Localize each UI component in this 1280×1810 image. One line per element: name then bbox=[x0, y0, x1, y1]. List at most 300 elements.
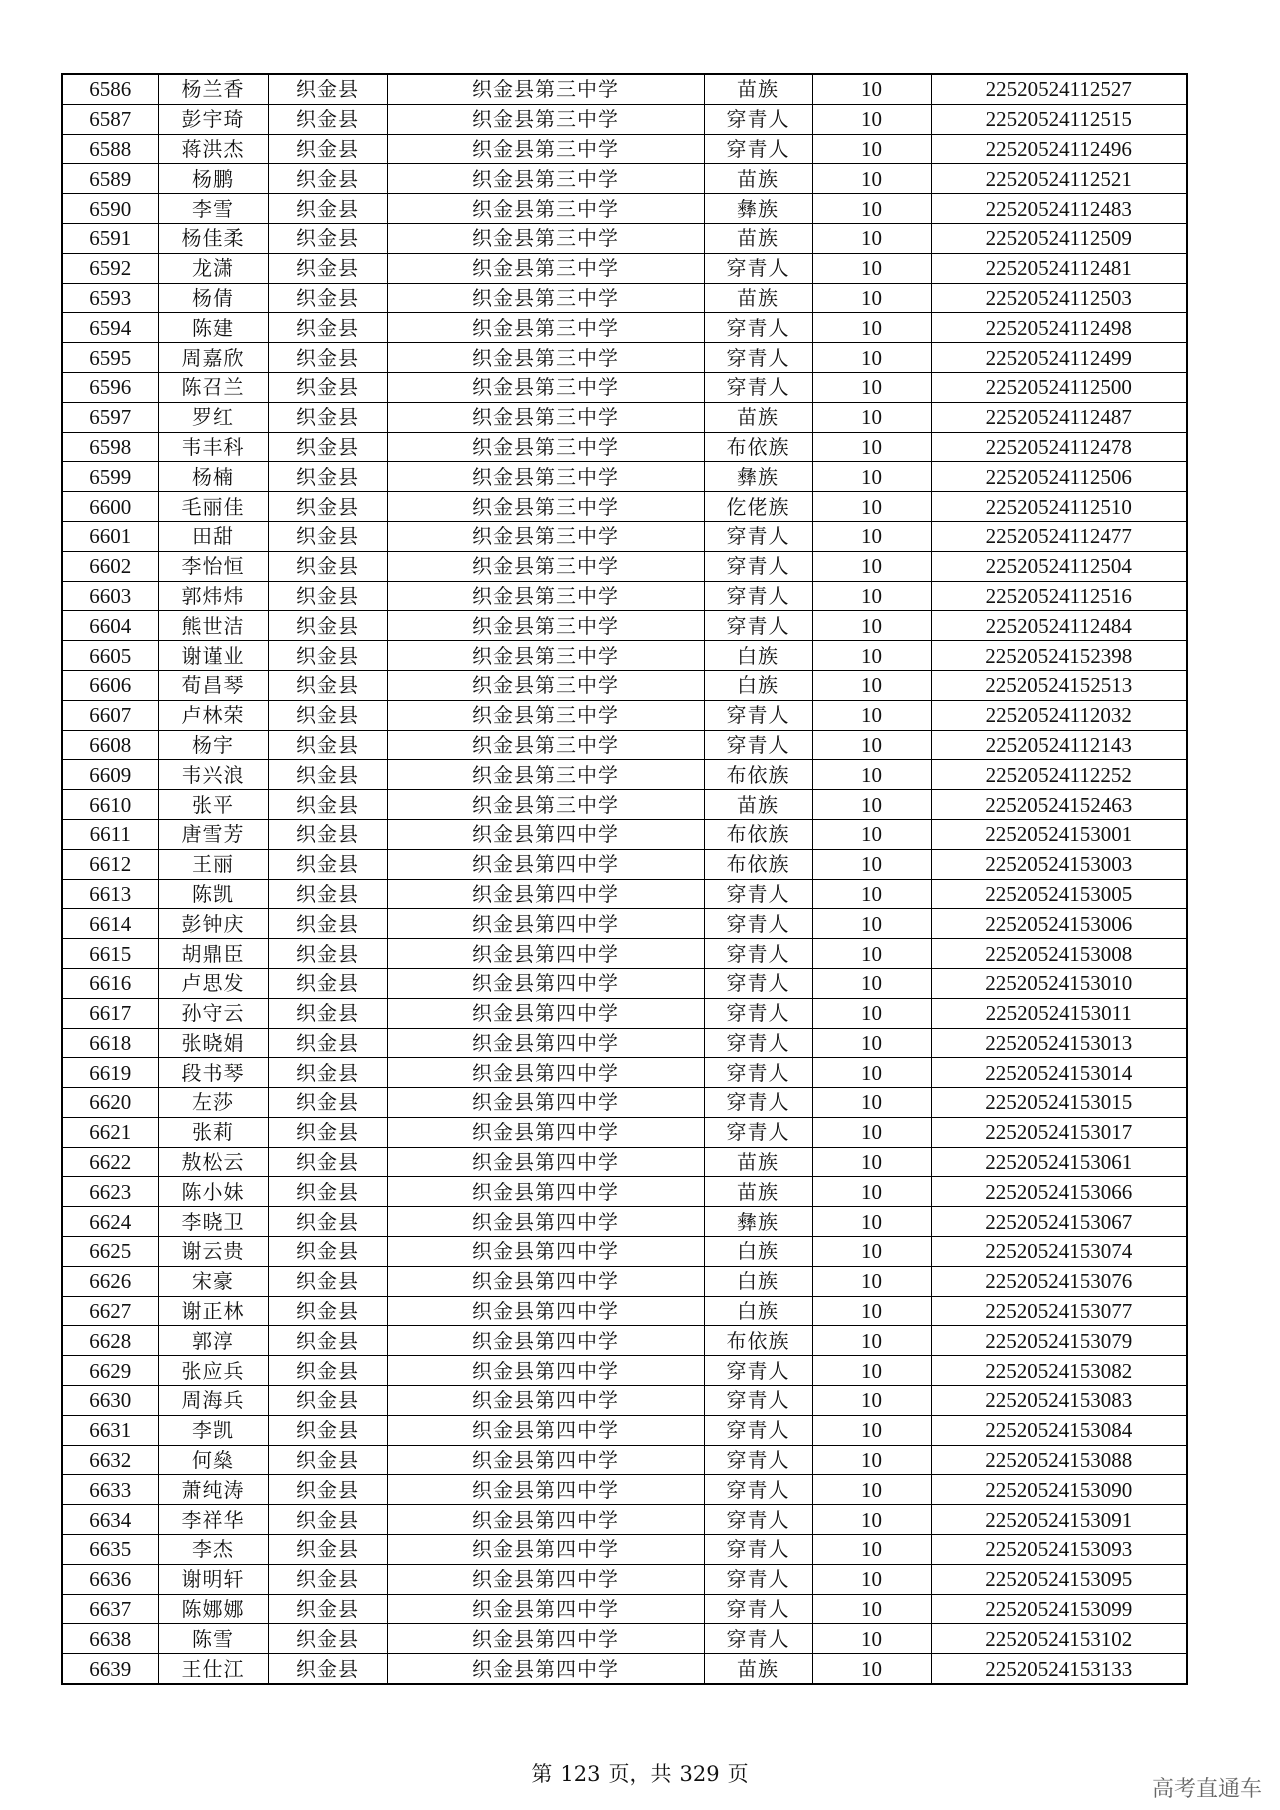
row-number-cell: 6591 bbox=[62, 223, 158, 253]
ethnicity-cell: 彝族 bbox=[704, 462, 812, 492]
school-cell: 织金县第四中学 bbox=[387, 1624, 704, 1654]
ethnicity-cell: 穿青人 bbox=[704, 372, 812, 402]
school-cell: 织金县第四中学 bbox=[387, 998, 704, 1028]
row-number-cell: 6607 bbox=[62, 700, 158, 730]
county-cell: 织金县 bbox=[268, 1415, 387, 1445]
student-name-cell: 荀昌琴 bbox=[158, 670, 268, 700]
score-cell: 10 bbox=[812, 670, 931, 700]
row-number-cell: 6631 bbox=[62, 1415, 158, 1445]
school-cell: 织金县第三中学 bbox=[387, 74, 704, 104]
table-row bbox=[62, 1237, 1187, 1267]
table-row bbox=[62, 1088, 1187, 1118]
row-number-cell: 6620 bbox=[62, 1088, 158, 1118]
table-body bbox=[62, 74, 1187, 1684]
score-cell: 10 bbox=[812, 164, 931, 194]
ethnicity-cell: 彝族 bbox=[704, 1207, 812, 1237]
student-id-cell: 22520524153005 bbox=[931, 879, 1187, 909]
student-name-cell: 郭炜炜 bbox=[158, 581, 268, 611]
school-cell: 织金县第三中学 bbox=[387, 253, 704, 283]
school-cell: 织金县第四中学 bbox=[387, 909, 704, 939]
table-row bbox=[62, 998, 1187, 1028]
ethnicity-cell: 穿青人 bbox=[704, 343, 812, 373]
county-cell: 织金县 bbox=[268, 1117, 387, 1147]
student-name-cell: 陈娜娜 bbox=[158, 1594, 268, 1624]
student-name-cell: 李怡恒 bbox=[158, 551, 268, 581]
table-row bbox=[62, 849, 1187, 879]
table-row bbox=[62, 1535, 1187, 1565]
score-cell: 10 bbox=[812, 1624, 931, 1654]
table-row bbox=[62, 968, 1187, 998]
student-id-cell: 22520524153066 bbox=[931, 1177, 1187, 1207]
county-cell: 织金县 bbox=[268, 670, 387, 700]
student-name-cell: 卢林荣 bbox=[158, 700, 268, 730]
school-cell: 织金县第四中学 bbox=[387, 1505, 704, 1535]
school-cell: 织金县第三中学 bbox=[387, 432, 704, 462]
ethnicity-cell: 白族 bbox=[704, 670, 812, 700]
row-number-cell: 6589 bbox=[62, 164, 158, 194]
student-name-cell: 陈凯 bbox=[158, 879, 268, 909]
score-cell: 10 bbox=[812, 879, 931, 909]
ethnicity-cell: 穿青人 bbox=[704, 879, 812, 909]
row-number-cell: 6596 bbox=[62, 372, 158, 402]
score-cell: 10 bbox=[812, 1654, 931, 1684]
school-cell: 织金县第四中学 bbox=[387, 968, 704, 998]
county-cell: 织金县 bbox=[268, 909, 387, 939]
row-number-cell: 6615 bbox=[62, 939, 158, 969]
row-number-cell: 6618 bbox=[62, 1028, 158, 1058]
row-number-cell: 6587 bbox=[62, 104, 158, 134]
student-id-cell: 22520524112252 bbox=[931, 760, 1187, 790]
student-id-cell: 22520524112515 bbox=[931, 104, 1187, 134]
student-name-cell: 左莎 bbox=[158, 1088, 268, 1118]
ethnicity-cell: 苗族 bbox=[704, 283, 812, 313]
table-row bbox=[62, 253, 1187, 283]
county-cell: 织金县 bbox=[268, 1207, 387, 1237]
county-cell: 织金县 bbox=[268, 134, 387, 164]
ethnicity-cell: 苗族 bbox=[704, 223, 812, 253]
row-number-cell: 6621 bbox=[62, 1117, 158, 1147]
score-cell: 10 bbox=[812, 968, 931, 998]
student-name-cell: 李杰 bbox=[158, 1535, 268, 1565]
student-name-cell: 谢云贵 bbox=[158, 1237, 268, 1267]
ethnicity-cell: 布依族 bbox=[704, 760, 812, 790]
student-id-cell: 22520524112484 bbox=[931, 611, 1187, 641]
ethnicity-cell: 穿青人 bbox=[704, 700, 812, 730]
school-cell: 织金县第四中学 bbox=[387, 1445, 704, 1475]
school-cell: 织金县第四中学 bbox=[387, 849, 704, 879]
row-number-cell: 6637 bbox=[62, 1594, 158, 1624]
student-id-cell: 22520524153095 bbox=[931, 1564, 1187, 1594]
county-cell: 织金县 bbox=[268, 581, 387, 611]
ethnicity-cell: 布依族 bbox=[704, 849, 812, 879]
score-cell: 10 bbox=[812, 641, 931, 671]
row-number-cell: 6611 bbox=[62, 819, 158, 849]
score-cell: 10 bbox=[812, 998, 931, 1028]
table-row bbox=[62, 74, 1187, 104]
student-id-cell: 22520524153017 bbox=[931, 1117, 1187, 1147]
county-cell: 织金县 bbox=[268, 1654, 387, 1684]
row-number-cell: 6632 bbox=[62, 1445, 158, 1475]
ethnicity-cell: 穿青人 bbox=[704, 104, 812, 134]
county-cell: 织金县 bbox=[268, 998, 387, 1028]
row-number-cell: 6635 bbox=[62, 1535, 158, 1565]
school-cell: 织金县第四中学 bbox=[387, 1475, 704, 1505]
student-id-cell: 22520524112509 bbox=[931, 223, 1187, 253]
student-id-cell: 22520524112032 bbox=[931, 700, 1187, 730]
county-cell: 织金县 bbox=[268, 730, 387, 760]
ethnicity-cell: 穿青人 bbox=[704, 1624, 812, 1654]
ethnicity-cell: 穿青人 bbox=[704, 1594, 812, 1624]
table-row bbox=[62, 134, 1187, 164]
ethnicity-cell: 布依族 bbox=[704, 819, 812, 849]
table-row bbox=[62, 1058, 1187, 1088]
student-name-cell: 杨宇 bbox=[158, 730, 268, 760]
school-cell: 织金县第四中学 bbox=[387, 1088, 704, 1118]
county-cell: 织金县 bbox=[268, 1058, 387, 1088]
row-number-cell: 6629 bbox=[62, 1356, 158, 1386]
ethnicity-cell: 穿青人 bbox=[704, 1505, 812, 1535]
student-name-cell: 田甜 bbox=[158, 521, 268, 551]
school-cell: 织金县第四中学 bbox=[387, 1296, 704, 1326]
student-name-cell: 周海兵 bbox=[158, 1386, 268, 1416]
student-id-cell: 22520524153008 bbox=[931, 939, 1187, 969]
school-cell: 织金县第三中学 bbox=[387, 194, 704, 224]
student-name-cell: 杨佳柔 bbox=[158, 223, 268, 253]
student-id-cell: 22520524152398 bbox=[931, 641, 1187, 671]
score-cell: 10 bbox=[812, 939, 931, 969]
student-name-cell: 李祥华 bbox=[158, 1505, 268, 1535]
student-id-cell: 22520524153074 bbox=[931, 1237, 1187, 1267]
ethnicity-cell: 白族 bbox=[704, 1296, 812, 1326]
ethnicity-cell: 苗族 bbox=[704, 1654, 812, 1684]
row-number-cell: 6638 bbox=[62, 1624, 158, 1654]
score-cell: 10 bbox=[812, 313, 931, 343]
score-cell: 10 bbox=[812, 521, 931, 551]
table-row bbox=[62, 760, 1187, 790]
table-row bbox=[62, 700, 1187, 730]
student-id-cell: 22520524153015 bbox=[931, 1088, 1187, 1118]
score-cell: 10 bbox=[812, 1505, 931, 1535]
row-number-cell: 6627 bbox=[62, 1296, 158, 1326]
school-cell: 织金县第三中学 bbox=[387, 521, 704, 551]
student-id-cell: 22520524153067 bbox=[931, 1207, 1187, 1237]
student-id-cell: 22520524153102 bbox=[931, 1624, 1187, 1654]
page-suffix: 页 bbox=[727, 1762, 749, 1786]
county-cell: 织金县 bbox=[268, 968, 387, 998]
ethnicity-cell: 白族 bbox=[704, 1237, 812, 1267]
county-cell: 织金县 bbox=[268, 1088, 387, 1118]
table-row bbox=[62, 432, 1187, 462]
page-footer bbox=[0, 1758, 1280, 1788]
county-cell: 织金县 bbox=[268, 819, 387, 849]
score-cell: 10 bbox=[812, 700, 931, 730]
row-number-cell: 6626 bbox=[62, 1266, 158, 1296]
school-cell: 织金县第四中学 bbox=[387, 1415, 704, 1445]
score-cell: 10 bbox=[812, 1088, 931, 1118]
ethnicity-cell: 穿青人 bbox=[704, 998, 812, 1028]
county-cell: 织金县 bbox=[268, 1356, 387, 1386]
row-number-cell: 6628 bbox=[62, 1326, 158, 1356]
table-row bbox=[62, 790, 1187, 820]
table-row bbox=[62, 1445, 1187, 1475]
score-cell: 10 bbox=[812, 1058, 931, 1088]
student-id-cell: 22520524153088 bbox=[931, 1445, 1187, 1475]
student-name-cell: 周嘉欣 bbox=[158, 343, 268, 373]
row-number-cell: 6606 bbox=[62, 670, 158, 700]
table-row bbox=[62, 1266, 1187, 1296]
student-name-cell: 龙潇 bbox=[158, 253, 268, 283]
row-number-cell: 6612 bbox=[62, 849, 158, 879]
county-cell: 织金县 bbox=[268, 194, 387, 224]
row-number-cell: 6609 bbox=[62, 760, 158, 790]
student-id-cell: 22520524112516 bbox=[931, 581, 1187, 611]
school-cell: 织金县第四中学 bbox=[387, 1356, 704, 1386]
school-cell: 织金县第三中学 bbox=[387, 283, 704, 313]
school-cell: 织金县第三中学 bbox=[387, 492, 704, 522]
ethnicity-cell: 穿青人 bbox=[704, 1445, 812, 1475]
county-cell: 织金县 bbox=[268, 521, 387, 551]
school-cell: 织金县第三中学 bbox=[387, 462, 704, 492]
county-cell: 织金县 bbox=[268, 700, 387, 730]
school-cell: 织金县第四中学 bbox=[387, 1058, 704, 1088]
ethnicity-cell: 穿青人 bbox=[704, 1475, 812, 1505]
row-number-cell: 6604 bbox=[62, 611, 158, 641]
student-id-cell: 22520524112506 bbox=[931, 462, 1187, 492]
score-cell: 10 bbox=[812, 1237, 931, 1267]
student-id-cell: 22520524153014 bbox=[931, 1058, 1187, 1088]
ethnicity-cell: 白族 bbox=[704, 1266, 812, 1296]
table-row bbox=[62, 402, 1187, 432]
table-row bbox=[62, 194, 1187, 224]
student-name-cell: 李雪 bbox=[158, 194, 268, 224]
row-number-cell: 6599 bbox=[62, 462, 158, 492]
ethnicity-cell: 穿青人 bbox=[704, 1386, 812, 1416]
ethnicity-cell: 穿青人 bbox=[704, 521, 812, 551]
score-cell: 10 bbox=[812, 1386, 931, 1416]
table-row bbox=[62, 730, 1187, 760]
student-name-cell: 宋豪 bbox=[158, 1266, 268, 1296]
page-current: 123 bbox=[560, 1762, 601, 1786]
county-cell: 织金县 bbox=[268, 1266, 387, 1296]
ethnicity-cell: 穿青人 bbox=[704, 1356, 812, 1386]
row-number-cell: 6586 bbox=[62, 74, 158, 104]
score-cell: 10 bbox=[812, 1445, 931, 1475]
row-number-cell: 6592 bbox=[62, 253, 158, 283]
table-row bbox=[62, 104, 1187, 134]
row-number-cell: 6594 bbox=[62, 313, 158, 343]
student-id-cell: 22520524153001 bbox=[931, 819, 1187, 849]
student-id-cell: 22520524153077 bbox=[931, 1296, 1187, 1326]
student-id-cell: 22520524112500 bbox=[931, 372, 1187, 402]
county-cell: 织金县 bbox=[268, 939, 387, 969]
student-name-cell: 张晓娟 bbox=[158, 1028, 268, 1058]
table-row bbox=[62, 551, 1187, 581]
student-name-cell: 熊世洁 bbox=[158, 611, 268, 641]
ethnicity-cell: 穿青人 bbox=[704, 1088, 812, 1118]
school-cell: 织金县第四中学 bbox=[387, 1594, 704, 1624]
score-cell: 10 bbox=[812, 1564, 931, 1594]
student-id-cell: 22520524153079 bbox=[931, 1326, 1187, 1356]
ethnicity-cell: 穿青人 bbox=[704, 1028, 812, 1058]
county-cell: 织金县 bbox=[268, 641, 387, 671]
student-id-cell: 22520524112487 bbox=[931, 402, 1187, 432]
table-row bbox=[62, 223, 1187, 253]
row-number-cell: 6593 bbox=[62, 283, 158, 313]
score-cell: 10 bbox=[812, 1356, 931, 1386]
score-cell: 10 bbox=[812, 581, 931, 611]
score-cell: 10 bbox=[812, 1415, 931, 1445]
county-cell: 织金县 bbox=[268, 1296, 387, 1326]
table-row bbox=[62, 939, 1187, 969]
table-row bbox=[62, 521, 1187, 551]
county-cell: 织金县 bbox=[268, 1326, 387, 1356]
row-number-cell: 6610 bbox=[62, 790, 158, 820]
school-cell: 织金县第三中学 bbox=[387, 402, 704, 432]
student-name-cell: 胡鼎臣 bbox=[158, 939, 268, 969]
student-id-cell: 22520524112521 bbox=[931, 164, 1187, 194]
student-name-cell: 卢思发 bbox=[158, 968, 268, 998]
school-cell: 织金县第四中学 bbox=[387, 1117, 704, 1147]
table-row bbox=[62, 1505, 1187, 1535]
county-cell: 织金县 bbox=[268, 343, 387, 373]
score-cell: 10 bbox=[812, 492, 931, 522]
school-cell: 织金县第三中学 bbox=[387, 641, 704, 671]
page-mid: 页，共 bbox=[608, 1762, 672, 1786]
table-row bbox=[62, 164, 1187, 194]
student-id-cell: 22520524152463 bbox=[931, 790, 1187, 820]
county-cell: 织金县 bbox=[268, 1564, 387, 1594]
score-cell: 10 bbox=[812, 283, 931, 313]
school-cell: 织金县第四中学 bbox=[387, 1535, 704, 1565]
score-cell: 10 bbox=[812, 134, 931, 164]
row-number-cell: 6623 bbox=[62, 1177, 158, 1207]
ethnicity-cell: 穿青人 bbox=[704, 968, 812, 998]
row-number-cell: 6600 bbox=[62, 492, 158, 522]
county-cell: 织金县 bbox=[268, 1386, 387, 1416]
row-number-cell: 6616 bbox=[62, 968, 158, 998]
row-number-cell: 6597 bbox=[62, 402, 158, 432]
table-row bbox=[62, 1594, 1187, 1624]
school-cell: 织金县第四中学 bbox=[387, 1326, 704, 1356]
student-name-cell: 张应兵 bbox=[158, 1356, 268, 1386]
table-row bbox=[62, 492, 1187, 522]
table-row bbox=[62, 819, 1187, 849]
student-name-cell: 孙守云 bbox=[158, 998, 268, 1028]
score-cell: 10 bbox=[812, 1117, 931, 1147]
score-cell: 10 bbox=[812, 223, 931, 253]
student-id-cell: 22520524112504 bbox=[931, 551, 1187, 581]
student-id-cell: 22520524153082 bbox=[931, 1356, 1187, 1386]
score-cell: 10 bbox=[812, 849, 931, 879]
student-name-cell: 毛丽佳 bbox=[158, 492, 268, 522]
student-id-cell: 22520524153091 bbox=[931, 1505, 1187, 1535]
score-cell: 10 bbox=[812, 432, 931, 462]
table-row bbox=[62, 1624, 1187, 1654]
student-id-cell: 22520524112499 bbox=[931, 343, 1187, 373]
ethnicity-cell: 彝族 bbox=[704, 194, 812, 224]
county-cell: 织金县 bbox=[268, 313, 387, 343]
student-name-cell: 王丽 bbox=[158, 849, 268, 879]
student-name-cell: 罗红 bbox=[158, 402, 268, 432]
school-cell: 织金县第四中学 bbox=[387, 1177, 704, 1207]
school-cell: 织金县第三中学 bbox=[387, 700, 704, 730]
school-cell: 织金县第四中学 bbox=[387, 1028, 704, 1058]
row-number-cell: 6613 bbox=[62, 879, 158, 909]
student-id-cell: 22520524153099 bbox=[931, 1594, 1187, 1624]
table-row bbox=[62, 343, 1187, 373]
county-cell: 织金县 bbox=[268, 1177, 387, 1207]
school-cell: 织金县第三中学 bbox=[387, 730, 704, 760]
student-name-cell: 陈建 bbox=[158, 313, 268, 343]
ethnicity-cell: 布依族 bbox=[704, 432, 812, 462]
student-name-cell: 杨倩 bbox=[158, 283, 268, 313]
school-cell: 织金县第三中学 bbox=[387, 313, 704, 343]
score-cell: 10 bbox=[812, 194, 931, 224]
student-name-cell: 彭宇琦 bbox=[158, 104, 268, 134]
student-id-cell: 22520524153011 bbox=[931, 998, 1187, 1028]
county-cell: 织金县 bbox=[268, 1147, 387, 1177]
county-cell: 织金县 bbox=[268, 402, 387, 432]
school-cell: 织金县第三中学 bbox=[387, 551, 704, 581]
score-cell: 10 bbox=[812, 730, 931, 760]
county-cell: 织金县 bbox=[268, 492, 387, 522]
table-row bbox=[62, 1654, 1187, 1684]
ethnicity-cell: 穿青人 bbox=[704, 313, 812, 343]
county-cell: 织金县 bbox=[268, 1475, 387, 1505]
row-number-cell: 6590 bbox=[62, 194, 158, 224]
school-cell: 织金县第四中学 bbox=[387, 1564, 704, 1594]
table-row bbox=[62, 372, 1187, 402]
student-name-cell: 李晓卫 bbox=[158, 1207, 268, 1237]
score-cell: 10 bbox=[812, 611, 931, 641]
student-id-cell: 22520524153076 bbox=[931, 1266, 1187, 1296]
student-name-cell: 陈雪 bbox=[158, 1624, 268, 1654]
student-id-cell: 22520524112483 bbox=[931, 194, 1187, 224]
ethnicity-cell: 布依族 bbox=[704, 1326, 812, 1356]
score-cell: 10 bbox=[812, 1266, 931, 1296]
student-name-cell: 彭钟庆 bbox=[158, 909, 268, 939]
table-row bbox=[62, 1117, 1187, 1147]
student-name-cell: 陈召兰 bbox=[158, 372, 268, 402]
county-cell: 织金县 bbox=[268, 1445, 387, 1475]
table-row bbox=[62, 1356, 1187, 1386]
row-number-cell: 6630 bbox=[62, 1386, 158, 1416]
score-cell: 10 bbox=[812, 343, 931, 373]
county-cell: 织金县 bbox=[268, 74, 387, 104]
school-cell: 织金县第三中学 bbox=[387, 343, 704, 373]
student-id-cell: 22520524153010 bbox=[931, 968, 1187, 998]
table-row bbox=[62, 283, 1187, 313]
student-name-cell: 何燊 bbox=[158, 1445, 268, 1475]
score-cell: 10 bbox=[812, 760, 931, 790]
student-name-cell: 谢明轩 bbox=[158, 1564, 268, 1594]
watermark: 高考直通车 bbox=[1152, 1777, 1263, 1802]
row-number-cell: 6595 bbox=[62, 343, 158, 373]
student-name-cell: 敖松云 bbox=[158, 1147, 268, 1177]
student-id-cell: 22520524153013 bbox=[931, 1028, 1187, 1058]
student-name-cell: 唐雪芳 bbox=[158, 819, 268, 849]
student-name-cell: 韦丰科 bbox=[158, 432, 268, 462]
row-number-cell: 6614 bbox=[62, 909, 158, 939]
ethnicity-cell: 白族 bbox=[704, 641, 812, 671]
student-name-cell: 杨楠 bbox=[158, 462, 268, 492]
ethnicity-cell: 穿青人 bbox=[704, 1058, 812, 1088]
row-number-cell: 6601 bbox=[62, 521, 158, 551]
ethnicity-cell: 苗族 bbox=[704, 1177, 812, 1207]
table-row bbox=[62, 581, 1187, 611]
table-row bbox=[62, 1207, 1187, 1237]
table-row bbox=[62, 879, 1187, 909]
